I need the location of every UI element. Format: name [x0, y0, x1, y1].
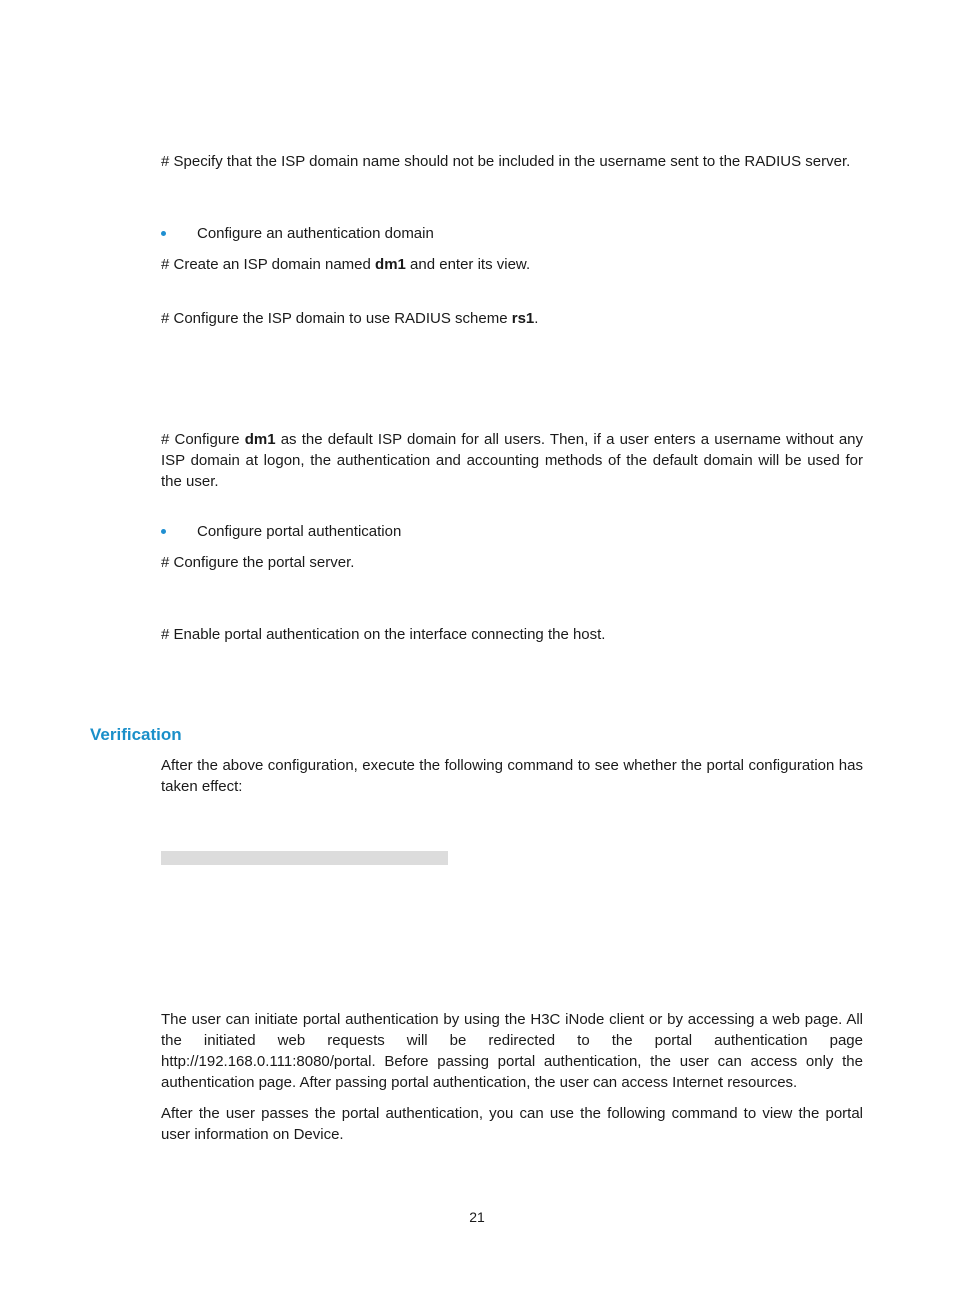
step-text: # Create an ISP domain named — [161, 256, 376, 273]
verification-intro: After the above configuration, execute the following command to see whether the portal configuration has taken effect: — [161, 757, 863, 795]
domain-name: dm1 — [375, 256, 406, 273]
step-text: as the default ISP domain for all users. Then, if a user enters a username without any ISP domain at logon, the authentication and accounting methods of the default domain will be used for the user. — [161, 431, 864, 490]
section-heading-verification: Verification — [90, 725, 182, 744]
bullet-icon — [161, 231, 166, 236]
bullet-label: Configure portal authentication — [197, 523, 402, 540]
step-enable-portal: # Enable portal authentication on the interface connecting the host. — [161, 626, 606, 643]
scheme-name: rs1 — [511, 310, 535, 327]
domain-name: dm1 — [244, 431, 276, 448]
step-create-domain — [161, 254, 530, 275]
step-text: # Configure — [161, 431, 245, 448]
step-text: . — [534, 310, 539, 327]
code-block-placeholder — [161, 851, 448, 865]
step-use-radius — [161, 308, 538, 329]
bullet-label: Configure an authentication domain — [197, 225, 434, 242]
user-initiate-paragraph: The user can initiate portal authentication by using the H3C iNode client or by accessing a web page. All the initiated web requests will be redirected to the portal authentication page http://192.168.0.111:8080/portal. Before passing portal authentication, the user can access only the authentication page. After passing portal authentication, the user can access Internet resources. — [161, 1011, 863, 1091]
page-number: 21 — [469, 1209, 485, 1225]
step-default-domain — [161, 429, 863, 492]
step-text: and enter its view. — [405, 256, 531, 273]
after-pass-paragraph: After the user passes the portal authentication, you can use the following command to view the portal user information on Device. — [161, 1105, 863, 1143]
step-specify-domain: # Specify that the ISP domain name should not be included in the username sent to the RADIUS server. — [161, 153, 851, 170]
bullet-icon — [161, 529, 166, 534]
step-text: # Configure the ISP domain to use RADIUS scheme — [161, 310, 512, 327]
step-configure-portal-server: # Configure the portal server. — [161, 554, 355, 571]
